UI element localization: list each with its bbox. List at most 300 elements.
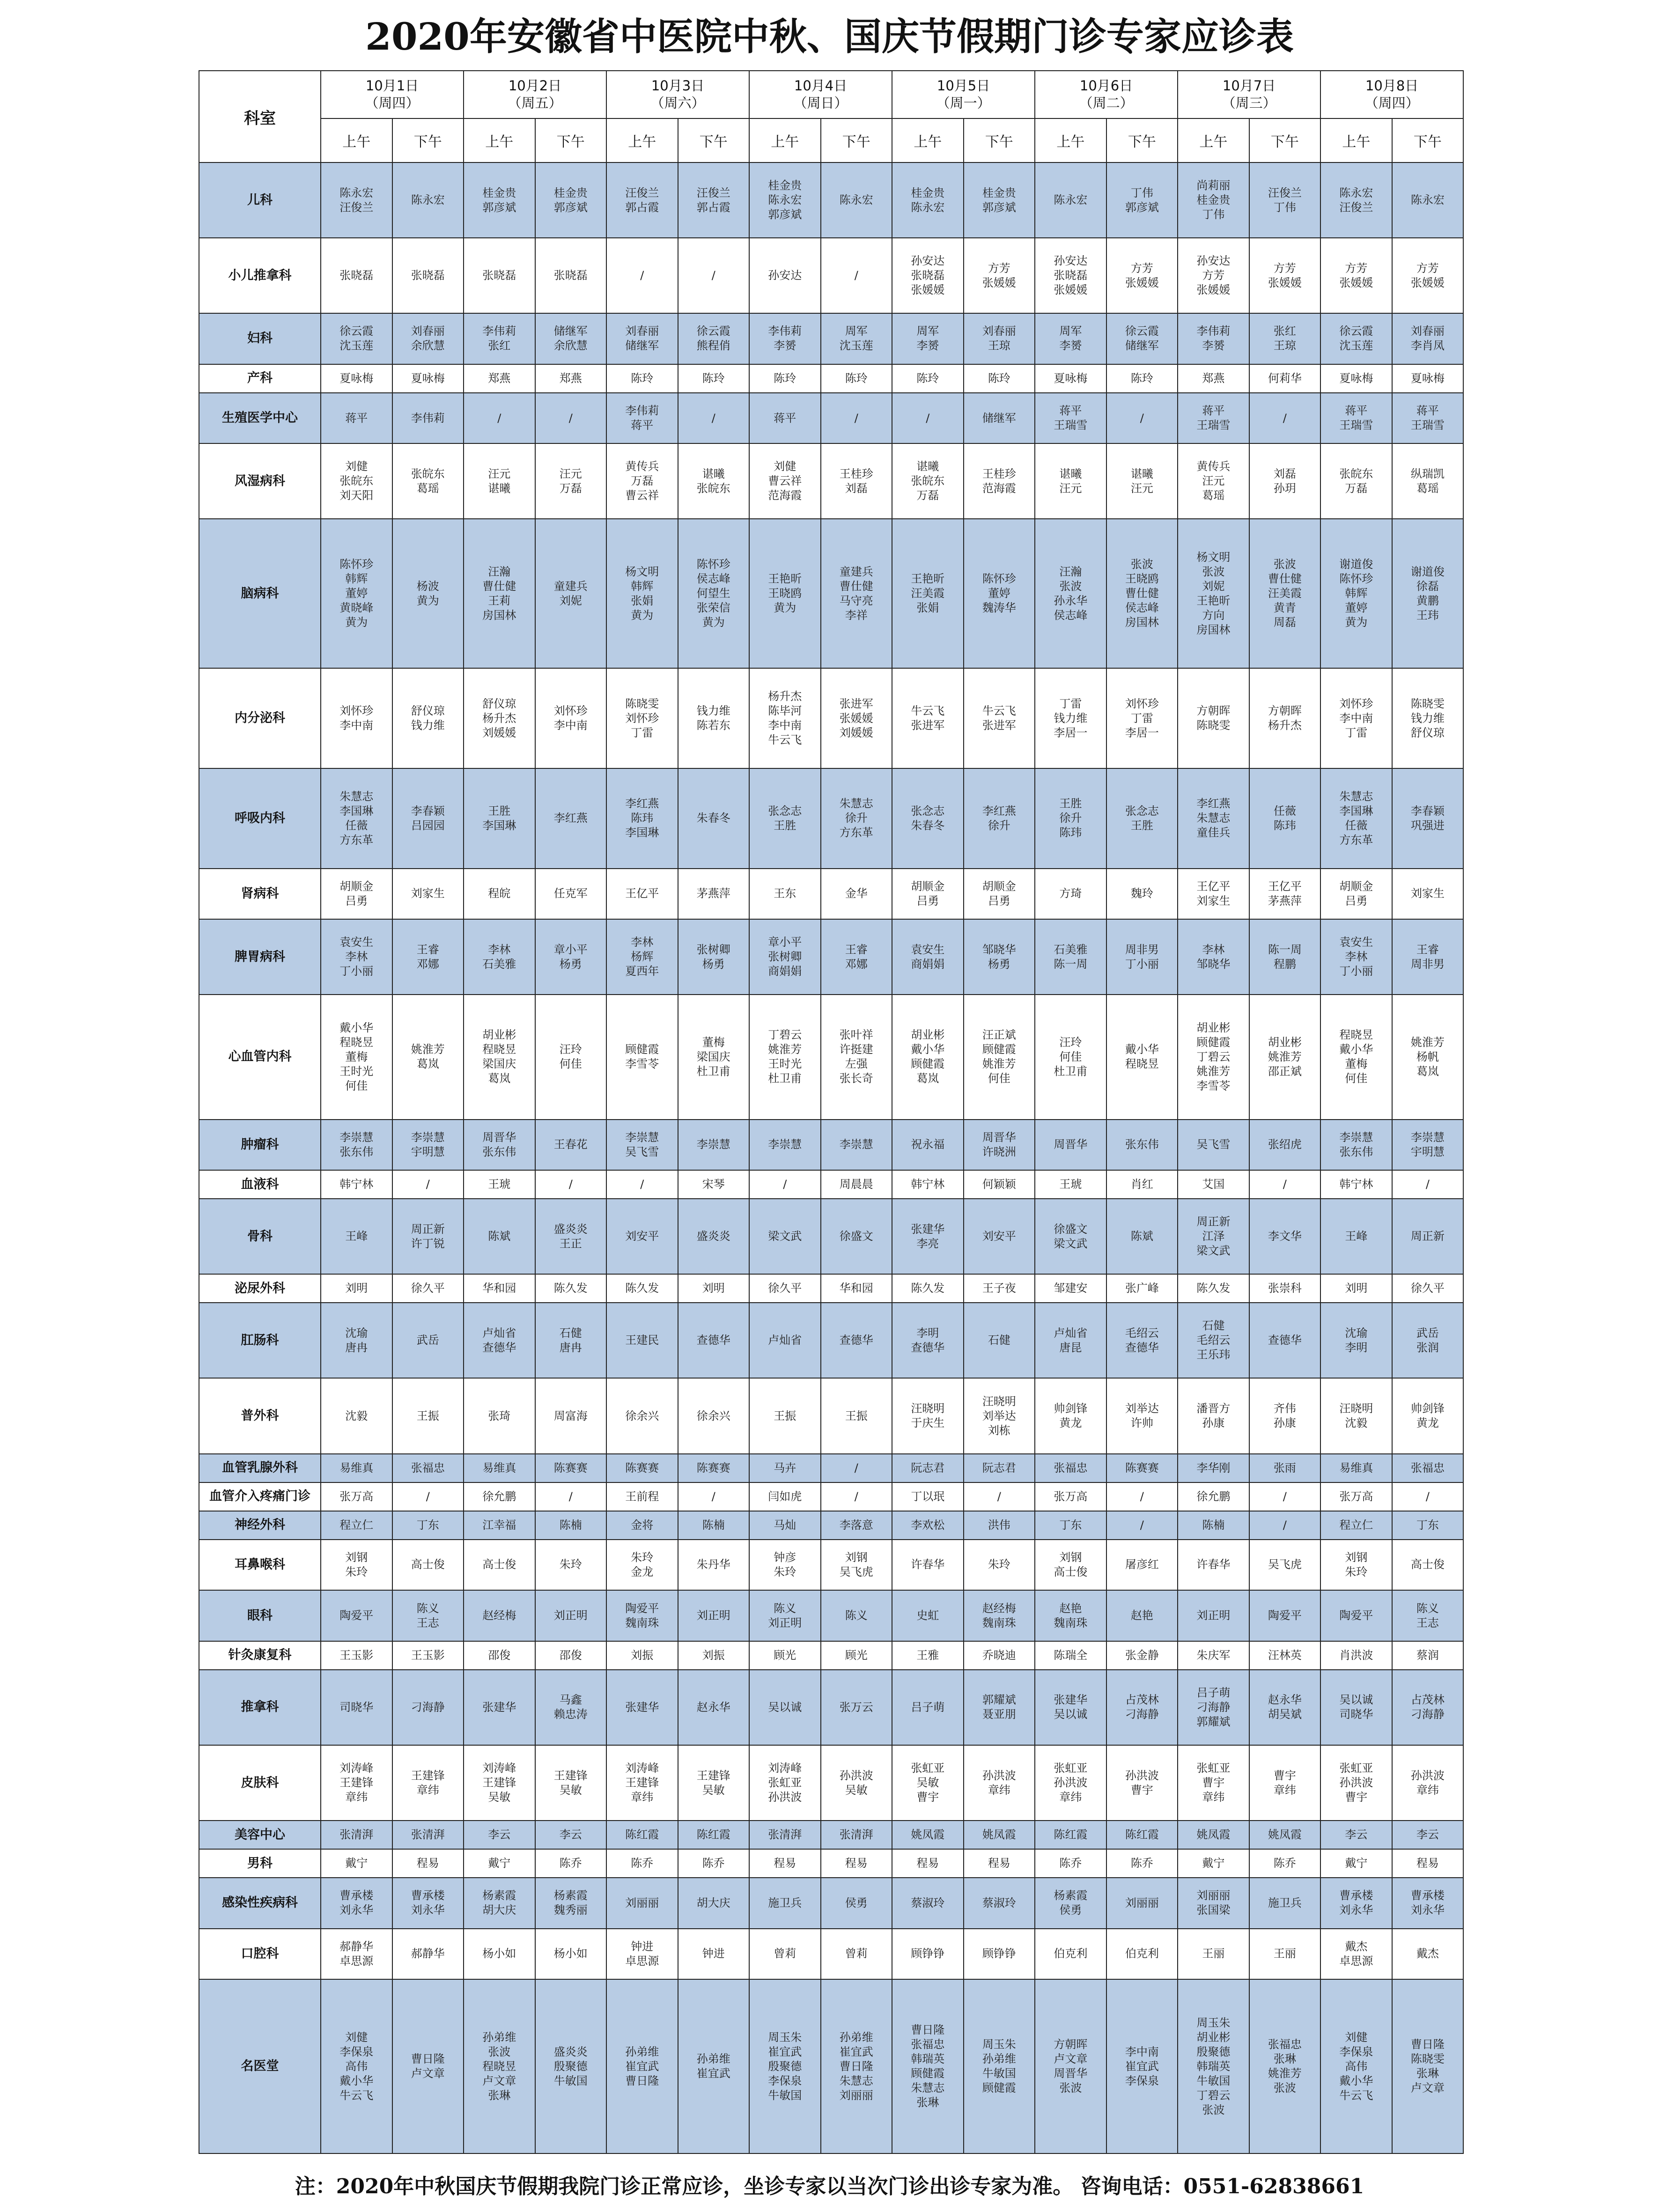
doctor-cell: /	[464, 393, 535, 444]
doctor-cell: /	[1249, 393, 1321, 444]
doctor-cell: 李伟莉	[392, 393, 464, 444]
doctor-cell: 吴以诚 司晓华	[1320, 1670, 1392, 1745]
doctor-cell: 徐久平	[392, 1274, 464, 1303]
doctor-cell: 谌曦 张皖东	[678, 443, 750, 519]
weekday-label: （周二）	[1079, 95, 1134, 111]
doctor-cell: 刘磊 孙玥	[1249, 443, 1321, 519]
doctor-cell: 戴杰	[1392, 1929, 1464, 1980]
doctor-cell: 程立仁	[321, 1511, 392, 1540]
doctor-cell: 周军 李赟	[892, 313, 964, 364]
doctor-cell: 夏咏梅	[321, 364, 392, 393]
doctor-cell: 舒仪琼 钱力维	[392, 668, 464, 768]
doctor-cell: 徐允鹏	[464, 1482, 535, 1511]
dept-name: 肾病科	[199, 869, 321, 920]
doctor-cell: 韩宁林	[1320, 1170, 1392, 1199]
doctor-cell: 陈久发	[535, 1274, 607, 1303]
doctor-cell: 张皖东 葛瑶	[392, 443, 464, 519]
doctor-cell: /	[678, 1482, 750, 1511]
doctor-cell: 伯克利	[1035, 1929, 1106, 1980]
doctor-cell: /	[1249, 1511, 1321, 1540]
footnote: 注：2020年中秋国庆节假期我院门诊正常应诊，坐诊专家以当次门诊出诊专家为准。 咨询电话：0551-62838661	[295, 2175, 1364, 2198]
doctor-cell: 王春花	[535, 1120, 607, 1171]
doctor-cell: 汪玲 何佳 杜卫甫	[1035, 995, 1106, 1119]
table-row	[199, 1821, 1463, 1849]
doctor-cell: 夏咏梅	[1392, 364, 1464, 393]
table-row	[199, 768, 1463, 869]
doctor-cell: 徐久平	[749, 1274, 821, 1303]
dept-name: 小儿推拿科	[199, 238, 321, 313]
doctor-cell: 刘怀珍 李中南	[535, 668, 607, 768]
date-label: 10月8日	[1365, 78, 1419, 94]
date-header	[1035, 71, 1178, 118]
doctor-cell: /	[749, 1170, 821, 1199]
doctor-cell: 张建华	[464, 1670, 535, 1745]
doctor-cell: 马鑫 赖忠涛	[535, 1670, 607, 1745]
doctor-cell: 赵永华 胡吴斌	[1249, 1670, 1321, 1745]
doctor-cell: 杨文明 韩辉 张娟 黄为	[606, 519, 678, 668]
doctor-cell: 王亿平 茅燕萍	[1249, 869, 1321, 920]
doctor-cell: /	[535, 1170, 607, 1199]
doctor-cell: 周正新 许丁锐	[392, 1199, 464, 1274]
doctor-cell: 李伟莉 李赟	[749, 313, 821, 364]
doctor-cell: 刘丽丽	[1106, 1878, 1178, 1929]
doctor-cell: 李春颖 吕园园	[392, 768, 464, 869]
doctor-cell: 顾光	[821, 1641, 892, 1670]
dept-name: 推拿科	[199, 1670, 321, 1745]
doctor-cell: 陈红霞	[606, 1821, 678, 1849]
doctor-cell: 顾铮铮	[964, 1929, 1035, 1980]
doctor-cell: 刘明	[1320, 1274, 1392, 1303]
doctor-cell: 沈毅	[321, 1378, 392, 1453]
doctor-cell: 王建锋 吴敏	[678, 1745, 750, 1821]
doctor-cell: 牛云飞 张进军	[964, 668, 1035, 768]
doctor-cell: 周非男 丁小丽	[1106, 919, 1178, 995]
doctor-cell: 程皖	[464, 869, 535, 920]
doctor-cell: 司晓华	[321, 1670, 392, 1745]
doctor-cell: 方琦	[1035, 869, 1106, 920]
doctor-cell: 刘春丽 储继军	[606, 313, 678, 364]
doctor-cell: 朱慧志 李国琳 任薇 方东革	[321, 768, 392, 869]
doctor-cell: 王东	[749, 869, 821, 920]
doctor-cell: 张绍虎	[1249, 1120, 1321, 1171]
doctor-cell: 许春华	[892, 1540, 964, 1591]
doctor-cell: 姚凤霞	[964, 1821, 1035, 1849]
doctor-cell: 赵永华	[678, 1670, 750, 1745]
doctor-cell: /	[606, 1170, 678, 1199]
doctor-cell: 陈怀珍 董婷 魏涛华	[964, 519, 1035, 668]
doctor-cell: 王玉影	[392, 1641, 464, 1670]
doctor-cell: 邹建安	[1035, 1274, 1106, 1303]
doctor-cell: 赵艳 魏南珠	[1035, 1590, 1106, 1641]
dept-name: 血液科	[199, 1170, 321, 1199]
doctor-cell: 桂金贵 郭彦斌	[535, 162, 607, 238]
doctor-cell: 陈乔	[535, 1849, 607, 1878]
doctor-cell: 陈永宏 汪俊兰	[1320, 162, 1392, 238]
dept-name: 神经外科	[199, 1511, 321, 1540]
doctor-cell: 孙洪波 章纬	[1392, 1745, 1464, 1821]
doctor-cell: 张金静	[1106, 1641, 1178, 1670]
doctor-cell: 丁东	[1035, 1511, 1106, 1540]
doctor-cell: 胡业彬 姚淮芳 邵正斌	[1249, 995, 1321, 1119]
doctor-cell: 王振	[392, 1378, 464, 1453]
dept-name: 产科	[199, 364, 321, 393]
doctor-cell: 石健 毛绍云 王乐玮	[1178, 1303, 1249, 1378]
doctor-cell: 蔡淑玲	[892, 1878, 964, 1929]
half-day-header-row	[199, 118, 1463, 162]
doctor-cell: 徐久平	[1392, 1274, 1464, 1303]
doctor-cell: 章小平 杨勇	[535, 919, 607, 995]
doctor-cell: 徐盛文 梁文武	[1035, 1199, 1106, 1274]
doctor-cell: 谌曦 汪元	[1106, 443, 1178, 519]
morning-header: 上午	[892, 118, 964, 162]
doctor-cell: 王振	[749, 1378, 821, 1453]
doctor-cell: 夏咏梅	[1035, 364, 1106, 393]
dept-name: 肿瘤科	[199, 1120, 321, 1171]
doctor-cell: 张念志 朱春冬	[892, 768, 964, 869]
doctor-cell: 丁碧云 姚淮芳 王时光 杜卫甫	[749, 995, 821, 1119]
doctor-cell: 曹日隆 卢文章	[392, 1979, 464, 2153]
doctor-cell: 孙安达 张晓磊 张媛媛	[1035, 238, 1106, 313]
doctor-cell: 王艳昕 汪美霞 张娟	[892, 519, 964, 668]
schedule-table	[199, 70, 1464, 2154]
doctor-cell: 刘明	[321, 1274, 392, 1303]
doctor-cell: 曹宇 章纬	[1249, 1745, 1321, 1821]
table-row	[199, 1378, 1463, 1453]
date-header	[464, 71, 606, 118]
doctor-cell: 史虹	[892, 1590, 964, 1641]
doctor-cell: 陈义 刘正明	[749, 1590, 821, 1641]
doctor-cell: 马灿	[749, 1511, 821, 1540]
doctor-cell: 何莉华	[1249, 364, 1321, 393]
afternoon-header: 下午	[821, 118, 892, 162]
doctor-cell: 张万高	[1035, 1482, 1106, 1511]
doctor-cell: 姚淮芳 葛岚	[392, 995, 464, 1119]
doctor-cell: 姚凤霞	[1178, 1821, 1249, 1849]
doctor-cell: 邵俊	[464, 1641, 535, 1670]
page-title: 2020年安徽省中医院中秋、国庆节假期门诊专家应诊表	[365, 15, 1294, 59]
table-row	[199, 995, 1463, 1119]
doctor-cell: 王桂珍 刘磊	[821, 443, 892, 519]
doctor-cell: 曹承楼 刘永华	[1392, 1878, 1464, 1929]
doctor-cell: 石美雅 陈一周	[1035, 919, 1106, 995]
doctor-cell: 华和园	[464, 1274, 535, 1303]
doctor-cell: 丁雷 钱力维 李居一	[1035, 668, 1106, 768]
doctor-cell: 李林 杨辉 夏西年	[606, 919, 678, 995]
doctor-cell: /	[821, 1482, 892, 1511]
doctor-cell: 王雅	[892, 1641, 964, 1670]
table-row	[199, 1745, 1463, 1821]
doctor-cell: 戴杰 卓思源	[1320, 1929, 1392, 1980]
dept-column-header: 科室	[199, 71, 321, 162]
doctor-cell: 吴以诚	[749, 1670, 821, 1745]
doctor-cell: 王琥	[1035, 1170, 1106, 1199]
doctor-cell: 胡业彬 程晓昱 梁国庆 葛岚	[464, 995, 535, 1119]
doctor-cell: /	[1106, 1482, 1178, 1511]
doctor-cell: 张崇科	[1249, 1274, 1321, 1303]
doctor-cell: 刘春丽 王琼	[964, 313, 1035, 364]
table-row	[199, 1482, 1463, 1511]
doctor-cell: 王丽	[1178, 1929, 1249, 1980]
doctor-cell: 张万云	[821, 1670, 892, 1745]
doctor-cell: 钟进 卓思源	[606, 1929, 678, 1980]
doctor-cell: /	[535, 1482, 607, 1511]
doctor-cell: 曾莉	[821, 1929, 892, 1980]
doctor-cell: 许春华	[1178, 1540, 1249, 1591]
date-label: 10月4日	[794, 78, 848, 94]
doctor-cell: 蔡淑玲	[964, 1878, 1035, 1929]
doctor-cell: 杨素霞 侯勇	[1035, 1878, 1106, 1929]
table-row	[199, 238, 1463, 313]
doctor-cell: 帅剑锋 黄龙	[1035, 1378, 1106, 1453]
doctor-cell: 张东伟	[1106, 1120, 1178, 1171]
doctor-cell: /	[678, 238, 750, 313]
doctor-cell: 徐云霞 沈玉莲	[321, 313, 392, 364]
doctor-cell: 周军 沈玉莲	[821, 313, 892, 364]
doctor-cell: 郑燕	[464, 364, 535, 393]
doctor-cell: /	[1392, 1170, 1464, 1199]
table-row	[199, 393, 1463, 444]
morning-header: 上午	[749, 118, 821, 162]
doctor-cell: 桂金贵 陈永宏 郭彦斌	[749, 162, 821, 238]
weekday-label: （周一）	[936, 95, 991, 111]
weekday-label: （周日）	[793, 95, 848, 111]
doctor-cell: 刘健 曹云祥 范海霞	[749, 443, 821, 519]
doctor-cell: 储继军 余欣慧	[535, 313, 607, 364]
doctor-cell: 刘涛峰 王建锋 吴敏	[464, 1745, 535, 1821]
doctor-cell: 查德华	[821, 1303, 892, 1378]
doctor-cell: 帅剑锋 黄龙	[1392, 1378, 1464, 1453]
doctor-cell: 袁安生 李林 丁小丽	[1320, 919, 1392, 995]
doctor-cell: 刘丽丽	[606, 1878, 678, 1929]
afternoon-header: 下午	[392, 118, 464, 162]
doctor-cell: 徐余兴	[678, 1378, 750, 1453]
doctor-cell: 朱丹华	[678, 1540, 750, 1591]
date-label: 10月6日	[1079, 78, 1133, 94]
doctor-cell: 陈义 王志	[1392, 1590, 1464, 1641]
doctor-cell: 陈斌	[464, 1199, 535, 1274]
doctor-cell: 张念志 王胜	[749, 768, 821, 869]
doctor-cell: 刘正明	[1178, 1590, 1249, 1641]
table-row	[199, 443, 1463, 519]
doctor-cell: 李红燕 徐升	[964, 768, 1035, 869]
doctor-cell: 汪晓明 刘举达 刘栋	[964, 1378, 1035, 1453]
doctor-cell: 齐伟 孙康	[1249, 1378, 1321, 1453]
doctor-cell: 刘健 李保泉 高伟 戴小华 牛云飞	[321, 1979, 392, 2153]
doctor-cell: 孙弟维 崔宜武	[678, 1979, 750, 2153]
doctor-cell: 肖洪波	[1320, 1641, 1392, 1670]
doctor-cell: 阮志君	[892, 1454, 964, 1482]
doctor-cell: 方芳 张媛媛	[1106, 238, 1178, 313]
doctor-cell: 刁海静	[392, 1670, 464, 1745]
doctor-cell: 程易	[749, 1849, 821, 1878]
doctor-cell: 李云	[535, 1821, 607, 1849]
doctor-cell: 陈乔	[1249, 1849, 1321, 1878]
doctor-cell: 张波 曹仕健 汪美霞 黄青 周磊	[1249, 519, 1321, 668]
doctor-cell: 张建华	[606, 1670, 678, 1745]
doctor-cell: 顾光	[749, 1641, 821, 1670]
weekday-label: （周四）	[365, 95, 420, 111]
doctor-cell: 戴宁	[464, 1849, 535, 1878]
doctor-cell: 黄传兵 万磊 曹云祥	[606, 443, 678, 519]
doctor-cell: 李林 邹晓华	[1178, 919, 1249, 995]
doctor-cell: 汪玲 何佳	[535, 995, 607, 1119]
table-row	[199, 869, 1463, 920]
doctor-cell: 蒋平 王瑞雪	[1178, 393, 1249, 444]
date-label: 10月5日	[936, 78, 990, 94]
doctor-cell: 孙洪波 曹宇	[1106, 1745, 1178, 1821]
doctor-cell: 李云	[464, 1821, 535, 1849]
doctor-cell: 蔡润	[1392, 1641, 1464, 1670]
doctor-cell: 刘涛峰 王建锋 章纬	[321, 1745, 392, 1821]
dept-name: 泌尿外科	[199, 1274, 321, 1303]
doctor-cell: /	[678, 393, 750, 444]
doctor-cell: 刘家生	[1392, 869, 1464, 920]
doctor-cell: 丁东	[1392, 1511, 1464, 1540]
doctor-cell: 查德华	[678, 1303, 750, 1378]
doctor-cell: 张清湃	[821, 1821, 892, 1849]
doctor-cell: 李红燕 朱慧志 童佳兵	[1178, 768, 1249, 869]
doctor-cell: 丁东	[392, 1511, 464, 1540]
doctor-cell: 陈一周 程鹏	[1249, 919, 1321, 995]
date-header	[1320, 71, 1463, 118]
doctor-cell: 朱庆军	[1178, 1641, 1249, 1670]
doctor-cell: 阮志君	[964, 1454, 1035, 1482]
table-row	[199, 919, 1463, 995]
doctor-cell: 刘涛峰 张虹亚 孙洪波	[749, 1745, 821, 1821]
doctor-cell: 桂金贵 陈永宏	[892, 162, 964, 238]
doctor-cell: 李华刚	[1178, 1454, 1249, 1482]
doctor-cell: 陈怀珍 侯志峰 何望生 张荣信 黄为	[678, 519, 750, 668]
afternoon-header: 下午	[1106, 118, 1178, 162]
doctor-cell: /	[1392, 1482, 1464, 1511]
doctor-cell: 刘钢 吴飞虎	[821, 1540, 892, 1591]
doctor-cell: 张叶祥 许挺建 左强 张长奇	[821, 995, 892, 1119]
doctor-cell: 李伟莉 蒋平	[606, 393, 678, 444]
table-row	[199, 1274, 1463, 1303]
afternoon-header: 下午	[678, 118, 750, 162]
doctor-cell: 张晓磊	[535, 238, 607, 313]
doctor-cell: 何颖颖	[964, 1170, 1035, 1199]
doctor-cell: 胡顺金 吕勇	[1320, 869, 1392, 920]
dept-name: 口腔科	[199, 1929, 321, 1980]
date-label: 10月3日	[651, 78, 705, 94]
doctor-cell: 胡大庆	[678, 1878, 750, 1929]
doctor-cell: 李云	[1320, 1821, 1392, 1849]
doctor-cell: 陈永宏	[392, 162, 464, 238]
doctor-cell: /	[821, 238, 892, 313]
doctor-cell: 程立仁	[1320, 1511, 1392, 1540]
doctor-cell: 王建锋 吴敏	[535, 1745, 607, 1821]
doctor-cell: 陈永宏	[1035, 162, 1106, 238]
doctor-cell: 朱玲 金龙	[606, 1540, 678, 1591]
doctor-cell: 张虹亚 吴敏 曹宇	[892, 1745, 964, 1821]
doctor-cell: 刘怀珍 李中南 丁雷	[1320, 668, 1392, 768]
doctor-cell: 陈晓雯 刘怀珍 丁雷	[606, 668, 678, 768]
doctor-cell: 桂金贵 郭彦斌	[964, 162, 1035, 238]
doctor-cell: /	[821, 1454, 892, 1482]
doctor-cell: 王胜 徐升 陈玮	[1035, 768, 1106, 869]
doctor-cell: 李崇慧	[749, 1120, 821, 1171]
table-row	[199, 1540, 1463, 1591]
doctor-cell: 吴飞虎	[1249, 1540, 1321, 1591]
doctor-cell: 陈斌	[1106, 1199, 1178, 1274]
doctor-cell: 张万高	[1320, 1482, 1392, 1511]
date-header	[1178, 71, 1320, 118]
doctor-cell: 刘钢 朱玲	[1320, 1540, 1392, 1591]
doctor-cell: 朱慧志 李国琳 任薇 方东革	[1320, 768, 1392, 869]
doctor-cell: 胡顺金 吕勇	[964, 869, 1035, 920]
doctor-cell: 张波 王晓鸥 曹仕健 侯志峰 房国林	[1106, 519, 1178, 668]
doctor-cell: 陈久发	[892, 1274, 964, 1303]
doctor-cell: 沈瑜 李明	[1320, 1303, 1392, 1378]
doctor-cell: 张皖东 万磊	[1320, 443, 1392, 519]
date-header	[321, 71, 464, 118]
doctor-cell: 陈永宏	[821, 162, 892, 238]
dept-name: 骨科	[199, 1199, 321, 1274]
doctor-cell: 李红燕	[535, 768, 607, 869]
doctor-cell: 王睿 邓娜	[392, 919, 464, 995]
doctor-cell: 陈乔	[1035, 1849, 1106, 1878]
table-row	[199, 668, 1463, 768]
date-label: 10月7日	[1222, 78, 1276, 94]
doctor-cell: 陈乔	[678, 1849, 750, 1878]
doctor-cell: 梁文武	[749, 1199, 821, 1274]
doctor-cell: 陈赛赛	[678, 1454, 750, 1482]
doctor-cell: 张建华 李亮	[892, 1199, 964, 1274]
doctor-cell: 施卫兵	[1249, 1878, 1321, 1929]
doctor-cell: 郭耀斌 聂亚朋	[964, 1670, 1035, 1745]
doctor-cell: 李中南 崔宜武 李保泉	[1106, 1979, 1178, 2153]
table-row	[199, 1641, 1463, 1670]
doctor-cell: 张虹亚 曹宇 章纬	[1178, 1745, 1249, 1821]
doctor-cell: 袁安生 李林 丁小丽	[321, 919, 392, 995]
doctor-cell: 孙弟维 崔宜武 曹日隆 朱慧志 刘丽丽	[821, 1979, 892, 2153]
doctor-cell: 顾健霞 李雪苓	[606, 995, 678, 1119]
table-row	[199, 1170, 1463, 1199]
doctor-cell: 徐云霞 沈玉莲	[1320, 313, 1392, 364]
doctor-cell: 王胜 李国琳	[464, 768, 535, 869]
doctor-cell: 牛云飞 张进军	[892, 668, 964, 768]
doctor-cell: 谌曦 汪元	[1035, 443, 1106, 519]
dept-name: 生殖医学中心	[199, 393, 321, 444]
doctor-cell: /	[892, 393, 964, 444]
doctor-cell: 戴宁	[1178, 1849, 1249, 1878]
doctor-cell: 陈久发	[1178, 1274, 1249, 1303]
doctor-cell: 宋琴	[678, 1170, 750, 1199]
dept-name: 心血管内科	[199, 995, 321, 1119]
dept-name: 儿科	[199, 162, 321, 238]
doctor-cell: 屠彦红	[1106, 1540, 1178, 1591]
doctor-cell: 徐余兴	[606, 1378, 678, 1453]
doctor-cell: 孙弟维 张波 程晓昱 卢文章 张琳	[464, 1979, 535, 2153]
doctor-cell: 刘钢 高士俊	[1035, 1540, 1106, 1591]
doctor-cell: /	[1249, 1170, 1321, 1199]
doctor-cell: 汪晓明 于庆生	[892, 1378, 964, 1453]
doctor-cell: 张虹亚 孙洪波 曹宇	[1320, 1745, 1392, 1821]
doctor-cell: 孙安达	[749, 238, 821, 313]
doctor-cell: 韩宁林	[321, 1170, 392, 1199]
doctor-cell: 施卫兵	[749, 1878, 821, 1929]
doctor-cell: 任薇 陈玮	[1249, 768, 1321, 869]
doctor-cell: 杨升杰 陈毕河 李中南 牛云飞	[749, 668, 821, 768]
weekday-label: （周五）	[508, 95, 562, 111]
morning-header: 上午	[606, 118, 678, 162]
doctor-cell: 刘春丽 余欣慧	[392, 313, 464, 364]
doctor-cell: 祝永福	[892, 1120, 964, 1171]
doctor-cell: 郑燕	[535, 364, 607, 393]
doctor-cell: 蒋平 王瑞雪	[1392, 393, 1464, 444]
doctor-cell: 易维真	[1320, 1454, 1392, 1482]
